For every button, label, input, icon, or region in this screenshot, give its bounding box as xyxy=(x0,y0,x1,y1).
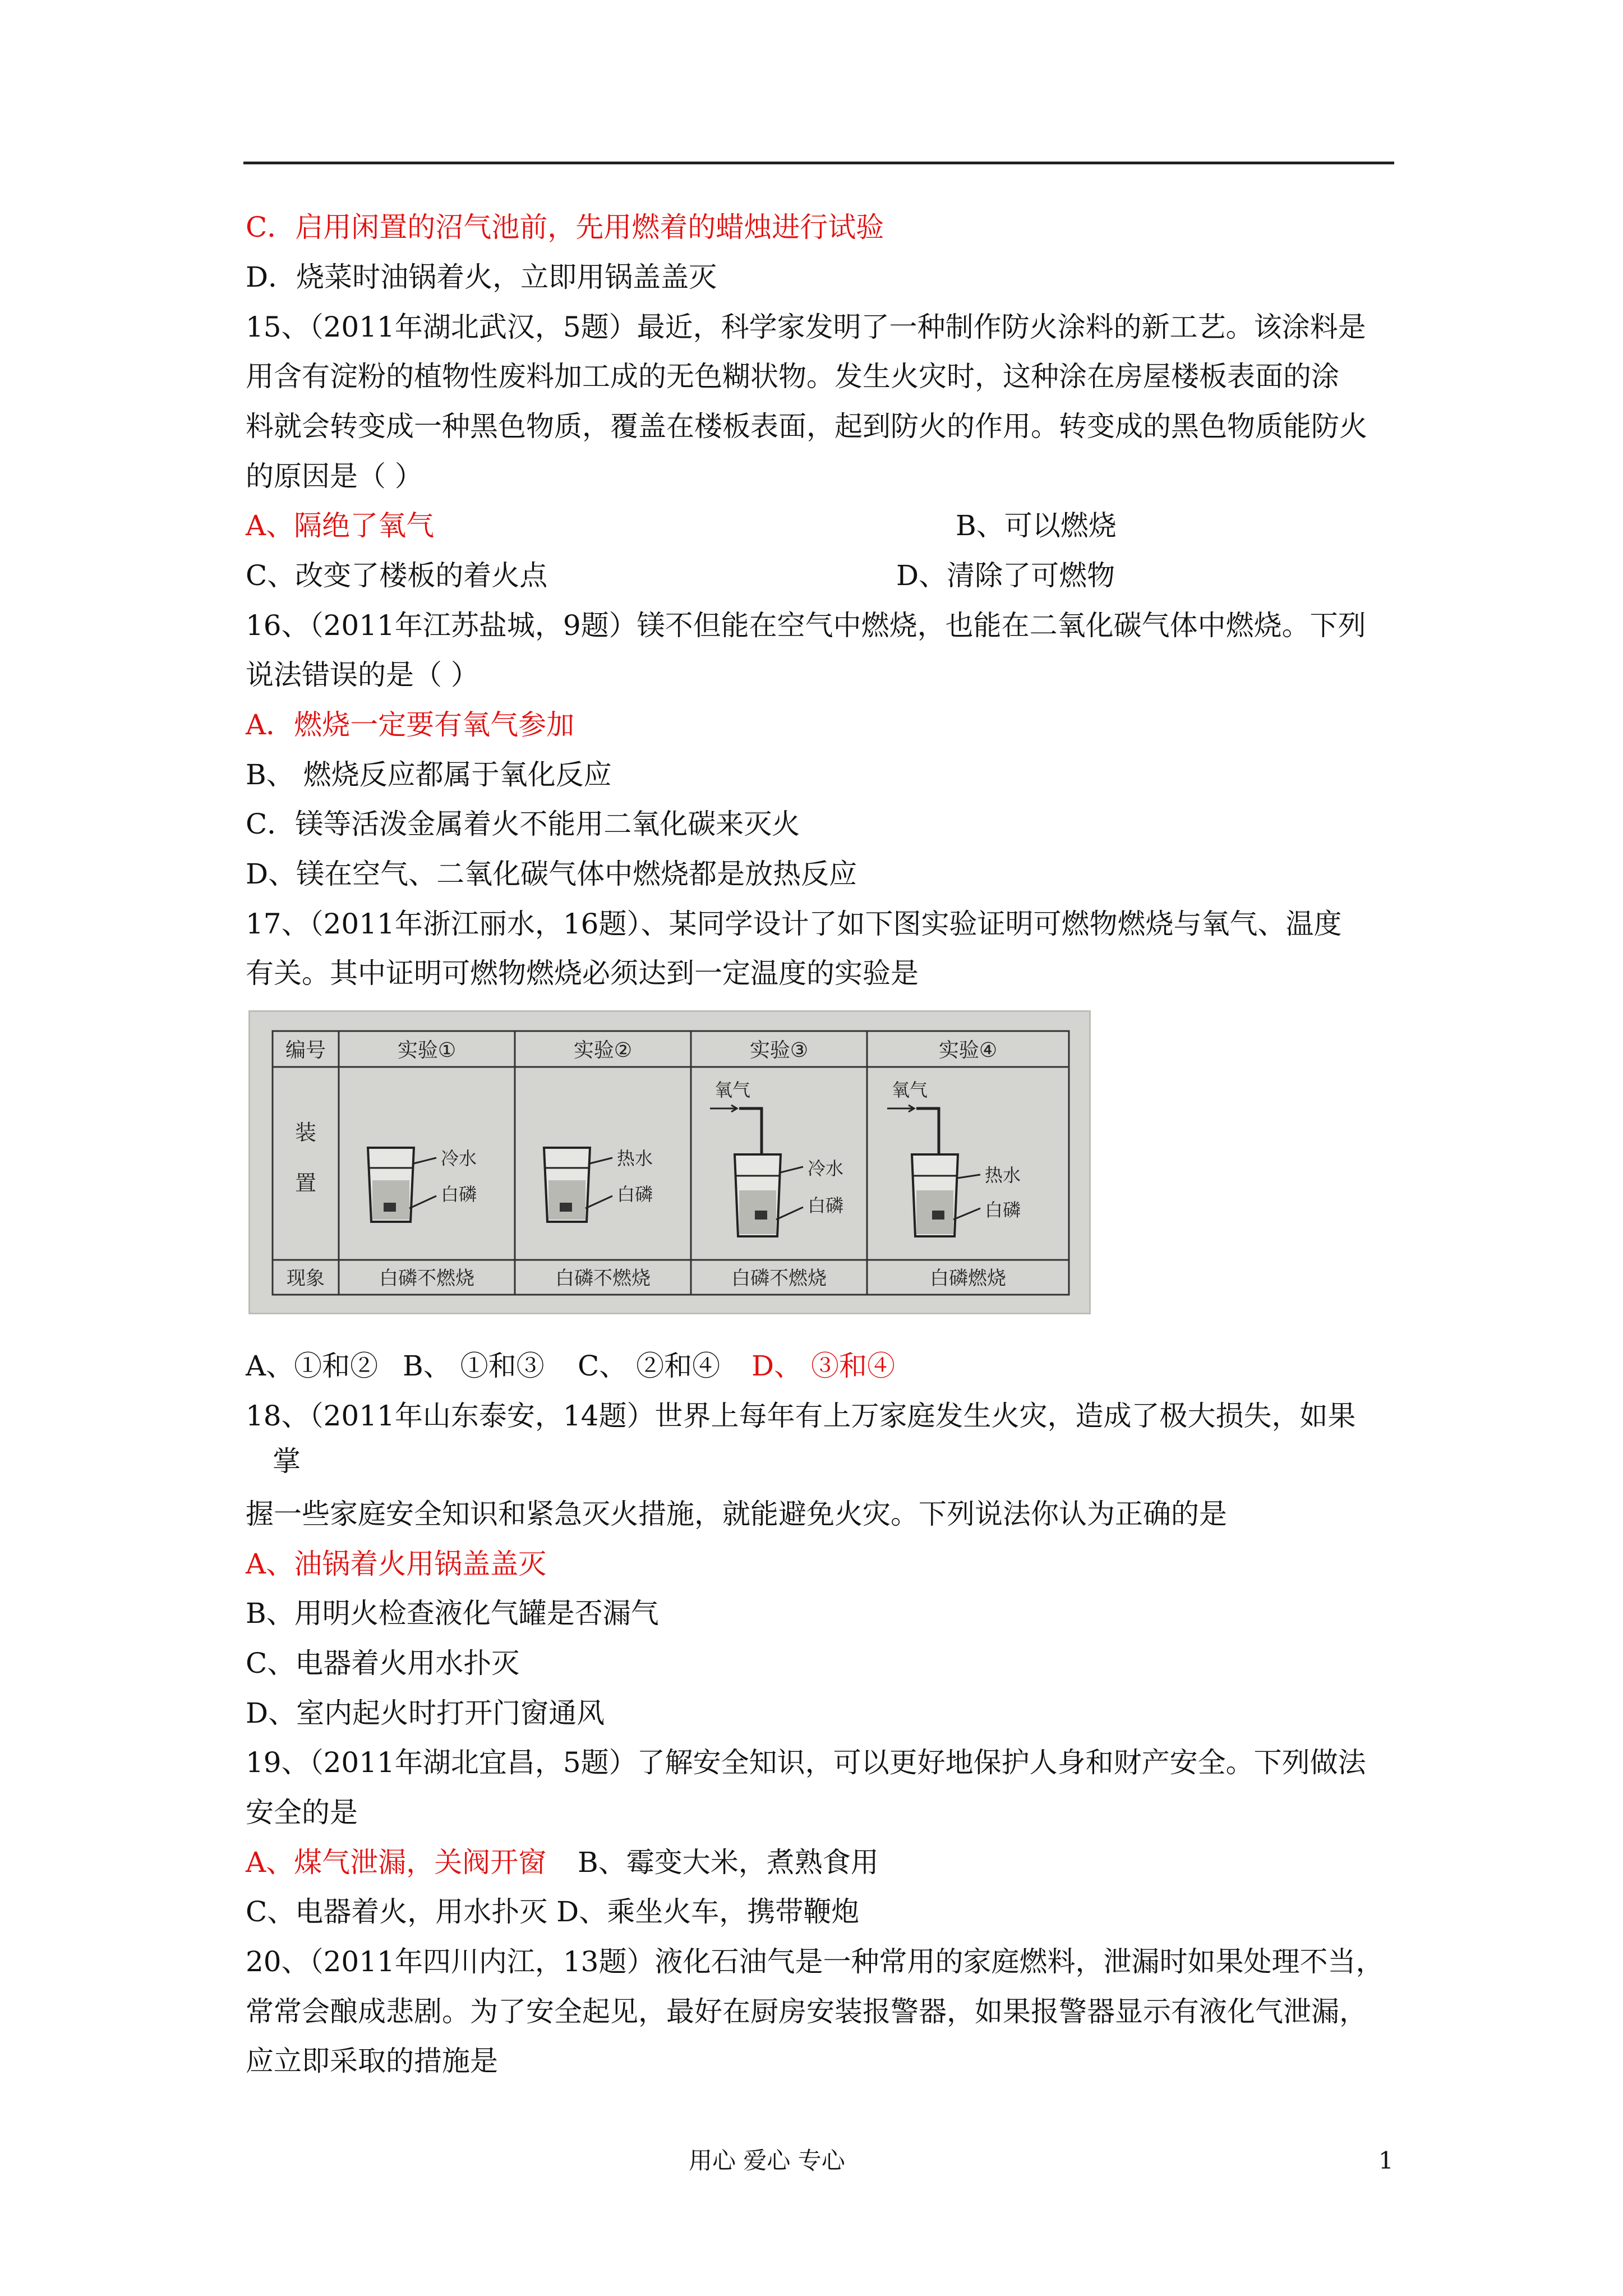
beaker-3 xyxy=(710,1105,803,1236)
q19-stem-1: 19、（2011年湖北宜昌，5题）了解安全知识，可以更好地保护人身和财产安全。下列做法 xyxy=(246,1746,1366,1779)
q17-option-b: B、 ①和③ xyxy=(403,1350,545,1382)
q14-option-c: C．启用闲置的沼气池前，先用燃着的蜡烛进行试验 xyxy=(246,211,884,243)
exp3-phosphorus-label: 白磷 xyxy=(808,1195,844,1216)
q20-stem-2: 常常会酿成悲剧。为了安全起见，最好在厨房安装报警器，如果报警器显示有液化气泄漏， xyxy=(246,1995,1367,2028)
q19-options-cd: C、电器着火，用水扑灭 D、乘坐火车，携带鞭炮 xyxy=(246,1895,860,1928)
q16-option-a: A．燃烧一定要有氧气参加 xyxy=(246,708,575,741)
exp3-water-label: 冷水 xyxy=(808,1158,844,1179)
exp1-water-label: 冷水 xyxy=(441,1148,477,1169)
q18-option-a: A、油锅着火用锅盖盖灭 xyxy=(246,1548,547,1580)
q17-option-c: C、 ②和④ xyxy=(578,1350,721,1382)
header-rule xyxy=(243,162,1394,164)
q15-option-d: D、清除了可燃物 xyxy=(896,559,1115,592)
fig-header-id: 编号 xyxy=(285,1039,326,1062)
q18-option-c: C、电器着火用水扑灭 xyxy=(246,1647,520,1680)
q17-option-a: A、①和② xyxy=(246,1350,379,1382)
q18-option-b: B、用明火检查液化气罐是否漏气 xyxy=(246,1597,659,1630)
q18-stem-1: 18、（2011年山东泰安，14题）世界上每年有上万家庭发生火灾，造成了极大损失，如果 xyxy=(246,1400,1356,1432)
fig-header-exp2: 实验② xyxy=(573,1039,633,1062)
exp3-result: 白磷不燃烧 xyxy=(731,1267,827,1290)
footer-motto: 用心 爱心 专心 xyxy=(689,2147,845,2174)
q15-stem-2: 用含有淀粉的植物性废料加工成的无色糊状物。发生火灾时，这种涂在房屋楼板表面的涂 xyxy=(246,360,1339,393)
exp2-result: 白磷不燃烧 xyxy=(555,1267,651,1290)
exp2-phosphorus-label: 白磷 xyxy=(617,1184,653,1205)
fig-header-exp1: 实验① xyxy=(397,1039,457,1062)
fig-row-label-3: 现象 xyxy=(287,1267,325,1290)
q15-stem-3: 料就会转变成一种黑色物质，覆盖在楼板表面，起到防火的作用。转变成的黑色物质能防火 xyxy=(246,410,1367,443)
exp4-phosphorus-label: 白磷 xyxy=(985,1199,1021,1221)
exp3-oxygen-label: 氧气 xyxy=(714,1079,751,1101)
q18-stem-3: 握一些家庭安全知识和紧急灭火措施，就能避免火灾。下列说法你认为正确的是 xyxy=(246,1498,1227,1530)
beaker-2 xyxy=(544,1148,612,1222)
fig-row-label-1: 装 xyxy=(294,1120,317,1145)
fig-row-label-2: 置 xyxy=(294,1171,317,1195)
exp4-water-label: 热水 xyxy=(985,1165,1021,1186)
q17-stem-1: 17、（2011年浙江丽水，16题）、某同学设计了如下图实验证明可燃物燃烧与氧气、温度 xyxy=(246,908,1342,940)
beaker-1 xyxy=(368,1148,436,1222)
q20-stem-3: 应立即采取的措施是 xyxy=(246,2045,498,2077)
exp1-result: 白磷不燃烧 xyxy=(379,1267,474,1290)
exp2-water-label: 热水 xyxy=(617,1148,653,1169)
q16-option-c: C．镁等活泼金属着火不能用二氧化碳来灭火 xyxy=(246,808,800,840)
q15-option-c: C、改变了楼板的着火点 xyxy=(246,559,548,592)
q14-option-d: D．烧菜时油锅着火，立即用锅盖盖灭 xyxy=(246,261,717,293)
experiment-figure xyxy=(248,1010,1091,1314)
exp1-phosphorus-label: 白磷 xyxy=(441,1184,477,1205)
fig-header-exp3: 实验③ xyxy=(749,1039,809,1062)
q19-option-a: A、煤气泄漏，关阀开窗 xyxy=(246,1846,547,1879)
q16-option-b: B、 燃烧反应都属于氧化反应 xyxy=(246,758,612,791)
q16-stem-1: 16、（2011年江苏盐城，9题）镁不但能在空气中燃烧，也能在二氧化碳气体中燃烧。下列 xyxy=(246,609,1366,642)
exp4-result: 白磷燃烧 xyxy=(930,1267,1006,1290)
q16-stem-2: 说法错误的是（ ） xyxy=(246,659,479,691)
q20-stem-1: 20、（2011年四川内江，13题）液化石油气是一种常用的家庭燃料，泄漏时如果处理不当， xyxy=(246,1945,1384,1978)
fig-header-exp4: 实验④ xyxy=(938,1039,998,1062)
beaker-4 xyxy=(887,1105,980,1236)
q15-stem-4: 的原因是（ ） xyxy=(246,460,423,493)
q18-stem-2: 掌 xyxy=(273,1445,301,1478)
q18-option-d: D、室内起火时打开门窗通风 xyxy=(246,1697,605,1729)
q19-stem-2: 安全的是 xyxy=(246,1796,358,1829)
q17-stem-2: 有关。其中证明可燃物燃烧必须达到一定温度的实验是 xyxy=(246,957,919,990)
q16-option-d: D、镁在空气、二氧化碳气体中燃烧都是放热反应 xyxy=(246,858,857,890)
q15-option-a: A、隔绝了氧气 xyxy=(246,509,435,542)
exp4-oxygen-label: 氧气 xyxy=(892,1079,928,1101)
q15-stem-1: 15、（2011年湖北武汉，5题）最近，科学家发明了一种制作防火涂料的新工艺。该涂料是 xyxy=(246,311,1366,343)
q15-option-b: B、可以燃烧 xyxy=(956,509,1117,542)
page-number: 1 xyxy=(1378,2147,1394,2174)
q19-option-b: B、霉变大米，煮熟食用 xyxy=(578,1846,879,1879)
q17-option-d: D、 ③和④ xyxy=(751,1350,895,1382)
